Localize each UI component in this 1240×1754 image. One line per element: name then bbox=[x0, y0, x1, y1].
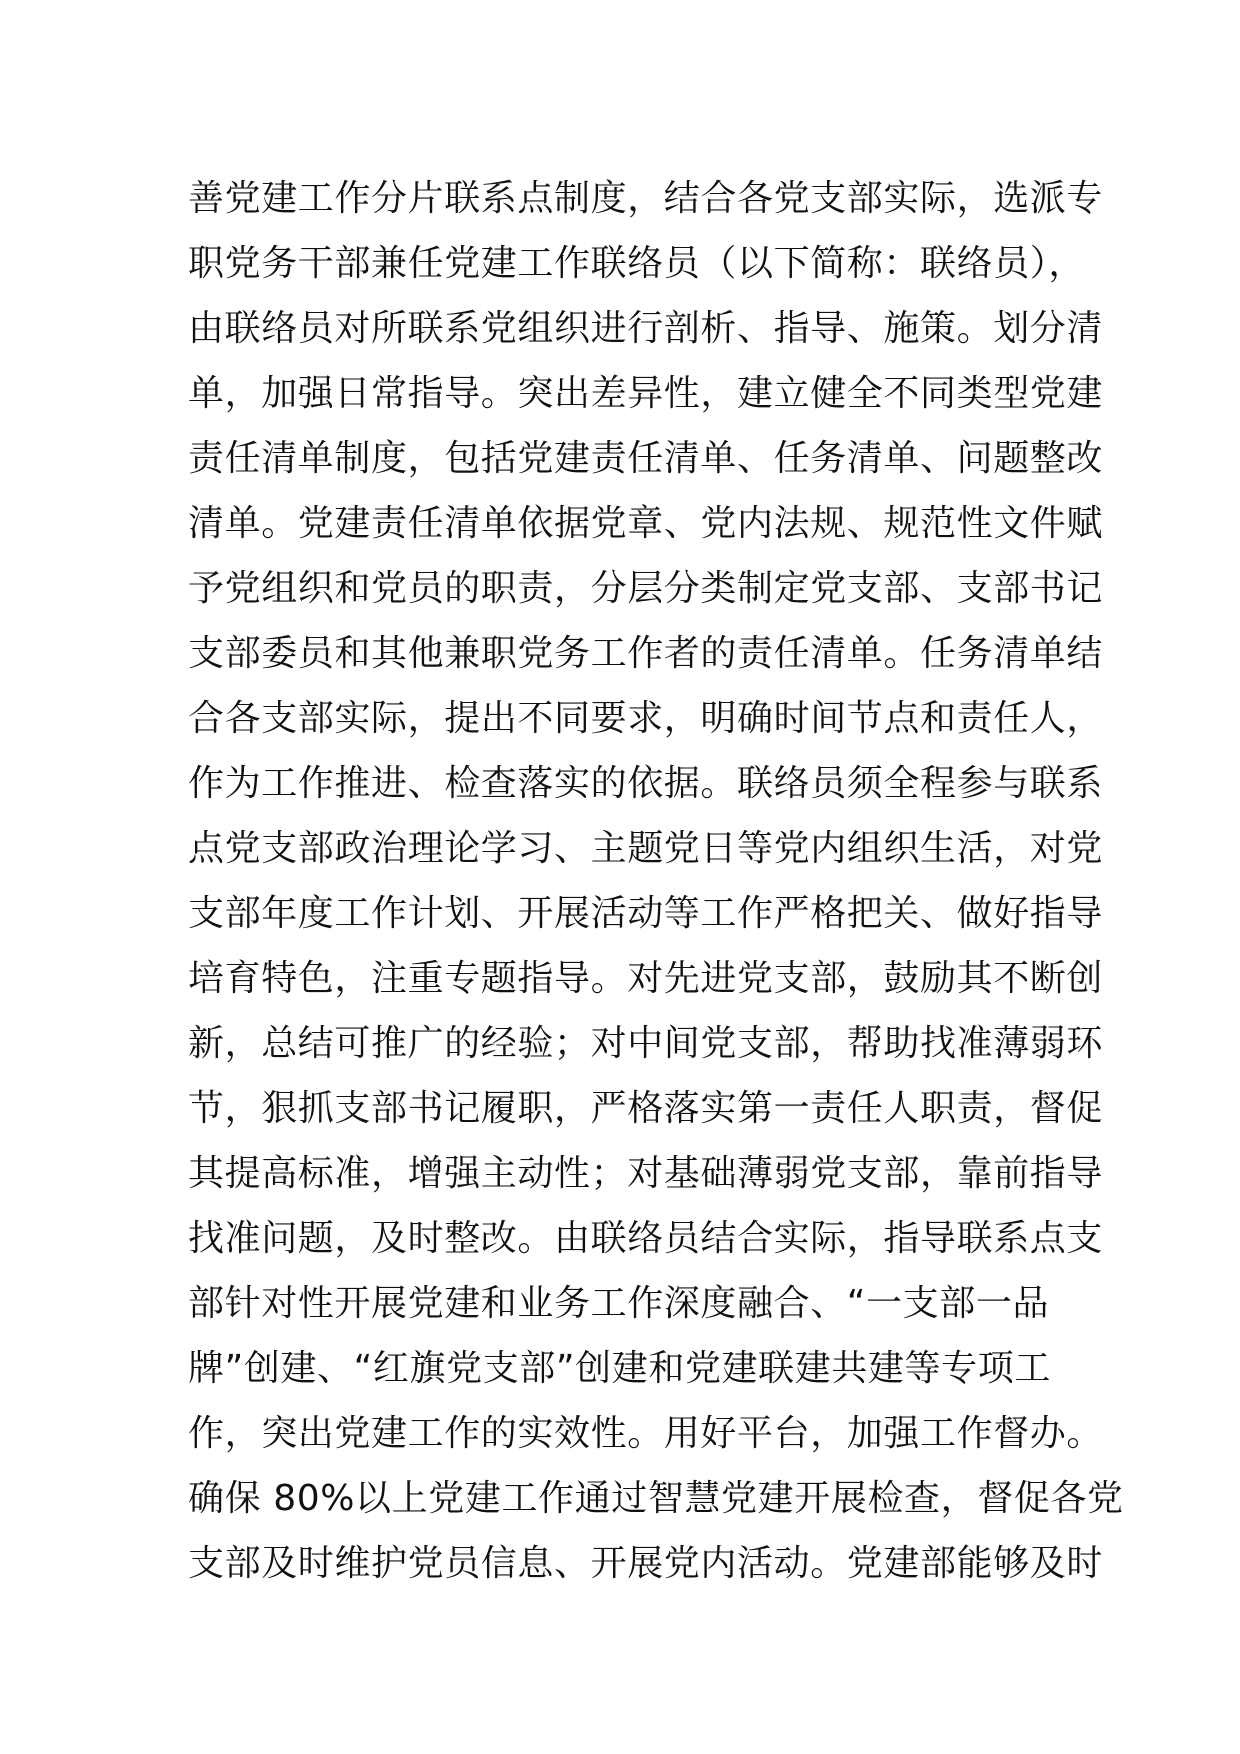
text-line: 职党务干部兼任党建工作联络员（以下简称：联络员）， bbox=[188, 243, 1086, 284]
text-line: 其提高标准，增强主动性；对基础薄弱党支部，靠前指导 bbox=[188, 1153, 1104, 1194]
text-line: 新，总结可推广的经验；对中间党支部，帮助找准薄弱环 bbox=[188, 1023, 1104, 1064]
text-line: 善党建工作分片联系点制度，结合各党支部实际，选派专 bbox=[188, 178, 1104, 219]
text-line: 找准问题，及时整改。由联络员结合实际，指导联系点支 bbox=[188, 1218, 1104, 1259]
text-line: 培育特色，注重专题指导。对先进党支部，鼓励其不断创 bbox=[188, 958, 1104, 999]
text-line: 清单。党建责任清单依据党章、党内法规、规范性文件赋 bbox=[188, 503, 1104, 544]
text-line: 单，加强日常指导。突出差异性，建立健全不同类型党建 bbox=[188, 373, 1104, 414]
text-line: 点党支部政治理论学习、主题党日等党内组织生活，对党 bbox=[188, 828, 1104, 869]
text-line: 支部年度工作计划、开展活动等工作严格把关、做好指导 bbox=[188, 893, 1104, 934]
text-line: 予党组织和党员的职责，分层分类制定党支部、支部书记 bbox=[188, 568, 1104, 609]
body-text bbox=[188, 166, 1124, 1596]
text-line: 作为工作推进、检查落实的依据。联络员须全程参与联系 bbox=[188, 763, 1104, 804]
text-line: 节，狠抓支部书记履职，严格落实第一责任人职责，督促 bbox=[188, 1088, 1104, 1129]
text-line: 责任清单制度，包括党建责任清单、任务清单、问题整改 bbox=[188, 438, 1104, 479]
text-line: 支部委员和其他兼职党务工作者的责任清单。任务清单结 bbox=[188, 633, 1104, 674]
text-line: 支部及时维护党员信息、开展党内活动。党建部能够及时 bbox=[188, 1543, 1104, 1584]
text-line: 作，突出党建工作的实效性。用好平台，加强工作督办。 bbox=[188, 1413, 1104, 1454]
text-line: 由联络员对所联系党组织进行剖析、指导、施策。划分清 bbox=[188, 308, 1104, 349]
text-line: 部针对性开展党建和业务工作深度融合、“一支部一品 bbox=[188, 1283, 1050, 1324]
text-line: 合各支部实际，提出不同要求，明确时间节点和责任人， bbox=[188, 698, 1104, 739]
text-line: 牌”创建、“红旗党支部”创建和党建联建共建等专项工 bbox=[188, 1348, 1051, 1389]
text-line: 确保 80%以上党建工作通过智慧党建开展检查，督促各党 bbox=[188, 1478, 1124, 1519]
